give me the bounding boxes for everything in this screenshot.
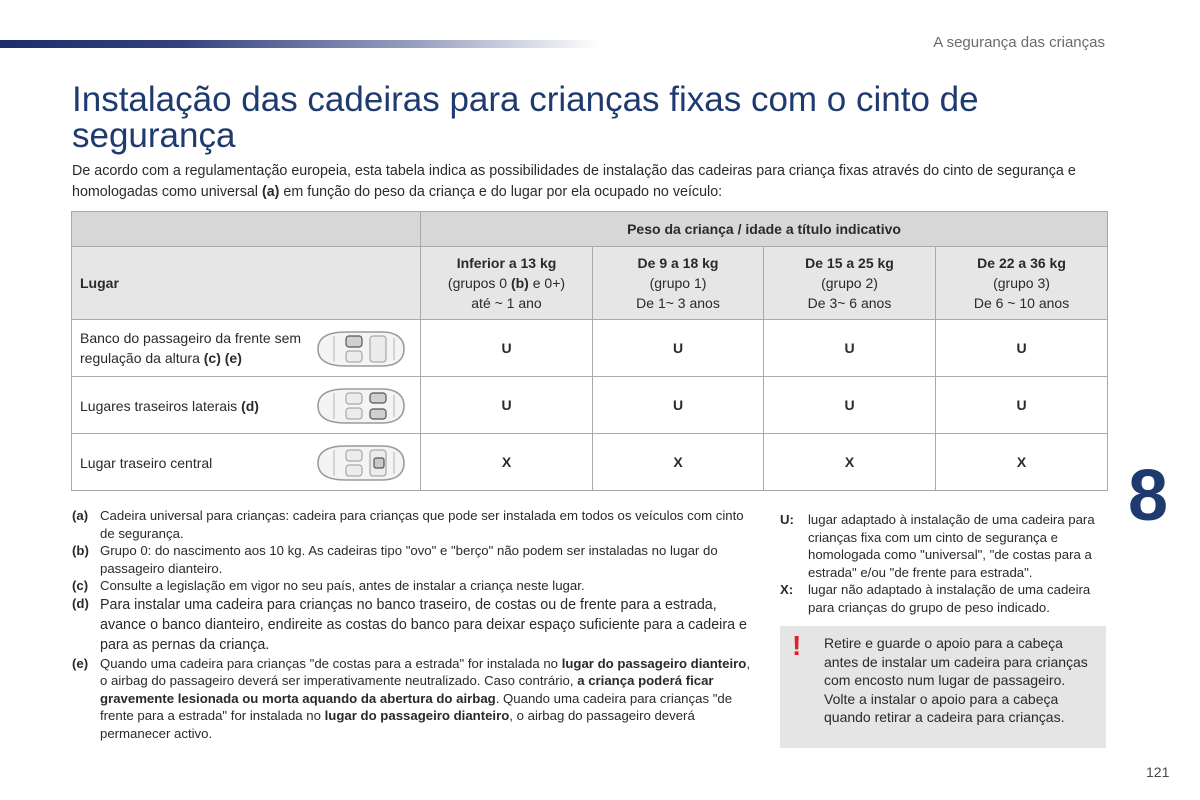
table-row bbox=[72, 377, 1108, 434]
section-title: A segurança das crianças bbox=[933, 34, 1105, 51]
intro-ref: (a) bbox=[261, 184, 280, 200]
value-cell: U bbox=[764, 377, 936, 434]
table-empty-corner bbox=[72, 212, 421, 247]
place-column-header: Lugar bbox=[72, 247, 421, 320]
footnote-e: (e) Quando uma cadeira para crianças "de costas para a estrada" for instalada no lugar do passageiro dianteiro, o airbag do passageiro deverá ser imperativamente neutralizado. Caso contrário, a criança poderá ficar gravemente lesionada ou morta aquando da abertura do airbag. Quando uma cadeira para crianças "de frente para a estrada" for instalada no lugar do passageiro dianteiro, o airbag do passageiro deverá permanecer activo. bbox=[72, 655, 751, 741]
table-row bbox=[72, 434, 1108, 491]
intro-text-end: em função do peso da criança e do lugar por ela ocupado no veículo: bbox=[279, 184, 723, 200]
warning-text: Retire e guarde o apoio para a cabeça antes de instalar um cadeira para crianças com encosto num lugar de passageiro. Volte a instalar o apoio para a cabeça quando retirar a cadeira para crianças. bbox=[824, 635, 1088, 725]
value-cell: X bbox=[936, 434, 1108, 491]
footnote-a: (a) Cadeira universal para crianças: cadeira para crianças que pode ser instalada em todos os veículos com cinto de segurança. bbox=[72, 508, 744, 541]
value-cell: U bbox=[421, 377, 593, 434]
table-row bbox=[72, 320, 1108, 377]
footnote-b: (b) Grupo 0: do nascimento aos 10 kg. As cadeiras tipo "ovo" e "berço" não podem ser instaladas no lugar do passageiro dianteiro. bbox=[72, 543, 718, 576]
place-cell: Lugares traseiros laterais (d) bbox=[72, 377, 421, 434]
footnote-d: (d) Para instalar uma cadeira para crianças no banco traseiro, de costas ou de frente para a estrada, avance o banco dianteiro, endireite as costas do banco para deixar espaço suficiente para a cadeira e para as pernas da criança. bbox=[72, 595, 747, 653]
place-cell: Lugar traseiro central bbox=[72, 434, 421, 491]
value-cell: U bbox=[936, 377, 1108, 434]
page-number: 121 bbox=[1146, 764, 1170, 780]
weight-age-header: Peso da criança / idade a título indicativo bbox=[421, 212, 1108, 247]
page-title: Instalação das cadeiras para crianças fixas com o cinto de segurança bbox=[72, 80, 979, 155]
value-cell: X bbox=[764, 434, 936, 491]
value-cell: U bbox=[421, 320, 593, 377]
value-cell: U bbox=[593, 377, 764, 434]
place-cell: Banco do passageiro da frente sem regulação da altura (c) (e) bbox=[72, 320, 421, 377]
legend-x: X: lugar não adaptado à instalação de uma cadeira para crianças do grupo de peso indicado. bbox=[780, 582, 1091, 615]
value-cell: X bbox=[421, 434, 593, 491]
legend bbox=[780, 511, 1110, 616]
value-cell: X bbox=[593, 434, 764, 491]
value-cell: U bbox=[593, 320, 764, 377]
column-header: De 22 a 36 kg (grupo 3) De 6 ~ 10 anos bbox=[936, 247, 1108, 320]
intro-paragraph bbox=[72, 161, 1112, 203]
intro-text: De acordo com a regulamentação europeia, esta tabela indica as possibilidades de instalação das cadeiras para criança fixas através do cinto de segurança e homologadas como universal bbox=[72, 163, 1076, 200]
value-cell: U bbox=[764, 320, 936, 377]
chapter-number: 8 bbox=[1128, 456, 1169, 536]
warning-box bbox=[780, 626, 1106, 748]
car-rear-side-seats-icon bbox=[312, 385, 408, 427]
car-front-seat-icon bbox=[312, 328, 408, 370]
column-header: Inferior a 13 kg (grupos 0 (b) e 0+) até ~ 1 ano bbox=[421, 247, 593, 320]
header-accent-bar bbox=[0, 40, 600, 48]
legend-u: U: lugar adaptado à instalação de uma cadeira para crianças fixa com um cinto de segurança e homologada como "universal", "de costas para a estrada" e/ou "de frente para estrada". bbox=[780, 512, 1095, 580]
footnotes bbox=[72, 507, 752, 742]
column-header: De 9 a 18 kg (grupo 1) De 1~ 3 anos bbox=[593, 247, 764, 320]
child-seat-table bbox=[71, 211, 1108, 491]
warning-icon: ! bbox=[792, 630, 802, 661]
footnote-c: (c) Consulte a legislação em vigor no seu país, antes de instalar a criança neste lugar. bbox=[72, 578, 585, 593]
car-rear-center-seat-icon bbox=[312, 442, 408, 484]
column-header: De 15 a 25 kg (grupo 2) De 3~ 6 anos bbox=[764, 247, 936, 320]
value-cell: U bbox=[936, 320, 1108, 377]
